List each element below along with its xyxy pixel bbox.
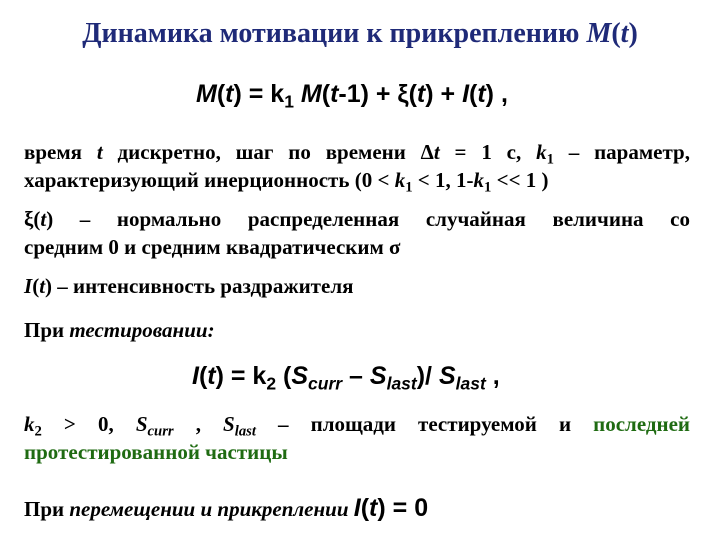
var-I: I [24, 274, 33, 298]
title-close: ) [628, 18, 638, 49]
subscript: 1 [405, 179, 413, 196]
title-t: t [620, 18, 629, 49]
text: – площади тестируемой и [255, 412, 594, 436]
f1-I: I [462, 80, 470, 108]
f1-sub1: 1 [284, 91, 294, 112]
text: ) = 0 [377, 494, 429, 522]
f1-t3: t [416, 80, 426, 108]
subscript: 2 [266, 373, 277, 394]
var-k: k [394, 168, 406, 192]
text: – [342, 362, 370, 390]
text: время [24, 140, 97, 164]
text: ) – интенсивность раздражителя [45, 274, 354, 298]
subscript: 1 [546, 151, 554, 168]
f1-t: t [225, 80, 234, 108]
subscript: 2 [34, 423, 42, 440]
text: дискретно, шаг по времени Δ [102, 140, 434, 164]
var-t: t [369, 494, 378, 522]
subscript: curr [308, 373, 343, 394]
motivation-formula: $M(t) = k_1$ M(t-1) + ξ(t) + I(t) , [196, 80, 508, 112]
text: ( [360, 494, 370, 522]
var-I: I [353, 494, 361, 522]
title-open: ( [611, 18, 621, 49]
f1-M2: M [293, 80, 322, 108]
text: , [173, 412, 224, 436]
subscript: last [234, 423, 256, 440]
f1-rest2: ) + [425, 80, 463, 108]
var-t: t [207, 362, 216, 390]
f1-t4: t [477, 80, 486, 108]
text: < 1, 1- [412, 168, 474, 192]
text: << 1 ) [491, 168, 549, 192]
text: ) = k [215, 362, 267, 390]
highlight-text: последней [593, 412, 691, 436]
text: ( [32, 274, 40, 298]
var-k: k [473, 168, 485, 192]
text: ( [276, 362, 292, 390]
text: ξ( [24, 207, 41, 231]
var-t: t [96, 140, 103, 164]
subscript: last [455, 373, 486, 394]
var-t: t [40, 207, 47, 231]
text: ) – нормально распределенная случайная величина со [46, 207, 690, 231]
var-S: S [438, 362, 456, 390]
text: При [24, 497, 70, 521]
intensity-formula [192, 362, 500, 394]
text: При [24, 318, 70, 342]
k2-line-1 [24, 412, 691, 440]
text: – параметр, [553, 140, 690, 164]
var-I: I [192, 362, 199, 390]
subscript: last [386, 373, 417, 394]
italic-text: тестировании: [69, 318, 215, 342]
text: характеризующий инерционность (0 < [24, 168, 395, 192]
var-t: t [39, 274, 46, 298]
xi-line-2: средним 0 и средним квадратическим σ [24, 235, 401, 259]
f1-tail: ) , [485, 80, 508, 108]
var-S: S [135, 412, 148, 436]
f1-M: M [196, 80, 217, 108]
time-line-1 [24, 140, 690, 168]
text: ( [198, 362, 208, 390]
text: = 1 с, [439, 140, 537, 164]
var-k: k [24, 412, 35, 436]
italic-text: перемещении и прикреплении [69, 497, 354, 521]
text: > 0, [41, 412, 136, 436]
f1-paren: ( [321, 80, 331, 108]
f1-t2: t [330, 80, 339, 108]
text: )/ [416, 362, 439, 390]
var-S: S [291, 362, 309, 390]
f1-eq: ) = k [233, 80, 285, 108]
title-text: Динамика мотивации к прикреплению [82, 18, 587, 49]
k2-line-2: протестированной частицы [24, 440, 288, 464]
var-k: k [536, 140, 547, 164]
var-S: S [223, 412, 235, 436]
title-M: M [586, 18, 612, 49]
intensity-line [24, 274, 353, 299]
xi-line-1 [24, 207, 690, 232]
text: , [485, 362, 500, 390]
testing-heading [24, 318, 215, 343]
time-line-2 [24, 168, 549, 196]
f1-rest1: -1) + ξ( [338, 80, 417, 108]
subscript: 1 [484, 179, 492, 196]
var-t: t [433, 140, 440, 164]
var-S: S [369, 362, 387, 390]
page-title [0, 18, 720, 50]
moving-line [24, 494, 428, 523]
subscript: curr [147, 423, 174, 440]
